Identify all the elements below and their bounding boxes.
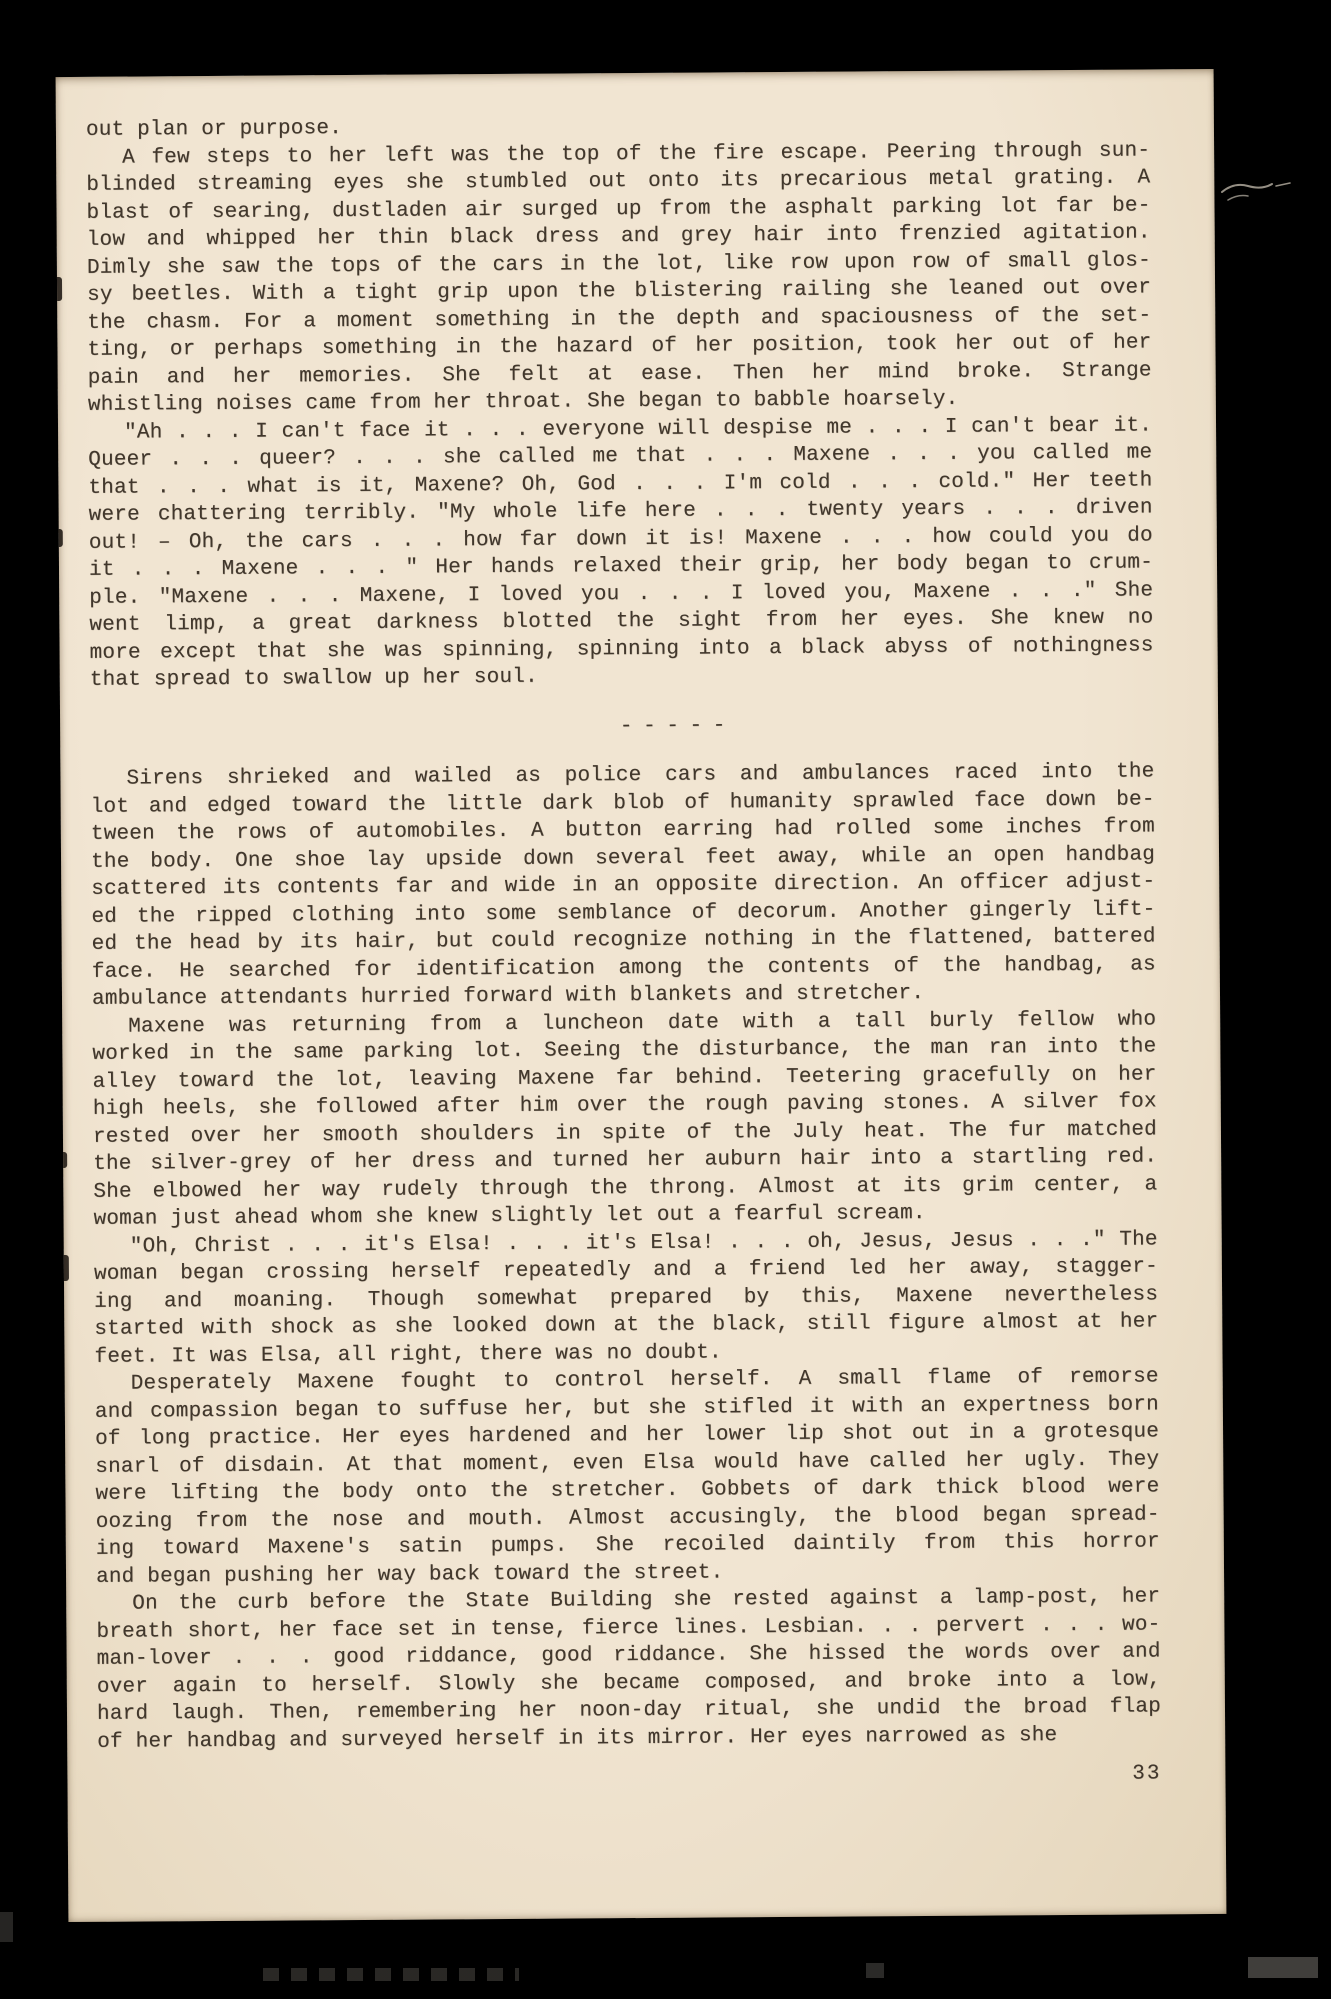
text-line: face. He searched for identification among the contents of the handbag, as	[91, 952, 1156, 984]
page-number: 33	[1132, 1762, 1162, 1786]
text-line: Sirens shrieked and wailed as police cars and ambulances raced into the	[126, 760, 1155, 791]
text-line: ting, or perhaps something in the hazard of her position, took her out of her	[87, 331, 1152, 362]
text-line: high heels, she followed after him over the rough paving stones. A silver fox	[92, 1090, 1157, 1121]
text-line: the body. One shoe lay upside down several feet away, while an open handbag	[90, 842, 1156, 874]
text-line: On the curb before the State Building she rested against a lamp-post, her	[132, 1585, 1161, 1616]
text-line: whistling noises came from her throat. She began to babble hoarsely.	[87, 387, 959, 417]
text-line: out! – Oh, the cars . . . how far down it is! Maxene . . . how could you do	[88, 523, 1153, 555]
text-line: ing toward Maxene's satin pumps. She recoiled daintily from this horror	[95, 1530, 1160, 1561]
page-text	[86, 69, 1162, 1755]
text-line: ambulance attendants hurried forward with blankets and stretcher.	[91, 982, 925, 1011]
text-line: it . . . Maxene . . . " Her hands relaxed their grip, her body began to crum-	[88, 551, 1154, 582]
text-line: of her handbag and surveyed herself in its mirror. Her eyes narrowed as she	[97, 1723, 1058, 1754]
text-line: A few steps to her left was the top of the fire escape. Peering through sun-	[122, 138, 1151, 170]
text-line: ed the head by its hair, but could recognize nothing in the flattened, battered	[91, 925, 1156, 956]
text-line: woman began crossing herself repeatedly and a friend led her away, stagger-	[93, 1255, 1158, 1286]
text-line: "Ah . . . I can't face it . . . everyone will despise me . . . I can't bear it.	[123, 413, 1153, 445]
text-line: over again to herself. Slowly she became composed, and broke into a low,	[96, 1667, 1161, 1699]
text-line: that spread to swallow up her soul.	[89, 665, 538, 692]
text-line: scattered its contents far and wide in an opposite direction. An officer adjust-	[91, 870, 1156, 901]
text-line: worked in the same parking lot. Seeing the disturbance, the man ran into the	[92, 1035, 1157, 1066]
text-line: and compassion began to suffuse her, but she stifled it with an expertness born	[94, 1392, 1159, 1424]
text-line: ing and moaning. Though somewhat prepared by this, Maxene nevertheless	[94, 1282, 1159, 1314]
bleedthrough-text-artifact	[263, 1968, 519, 1981]
paragraph	[86, 137, 1152, 419]
text-line: woman just ahead whom she knew slightly let out a fearful scream.	[93, 1202, 926, 1231]
text-line: feet. It was Elsa, all right, there was no doubt.	[94, 1340, 722, 1369]
text-line: went limp, a great darkness blotted the sight from her eyes. She knew no	[89, 606, 1154, 637]
paragraph	[96, 1583, 1161, 1755]
folio-row	[97, 1760, 1161, 1795]
paragraph	[94, 1226, 1159, 1371]
bleedthrough-mark-artifact	[866, 1963, 884, 1978]
text-line: out plan or purpose.	[85, 117, 343, 142]
text-line: low and whipped her thin black dress and grey hair into frenzied agitation.	[86, 221, 1151, 252]
paragraph	[88, 412, 1154, 694]
text-line: of long practice. Her eyes hardened and her lower lip shot out in a grotesque	[95, 1420, 1160, 1451]
text-line: Maxene was returning from a luncheon date with a tall burly fellow who	[128, 1007, 1157, 1039]
text-line: were lifting the body onto the stretcher. Gobbets of dark thick blood were	[95, 1475, 1160, 1506]
text-line: lot and edged toward the little dark blob of humanity sprawled face down be-	[90, 787, 1155, 819]
text-line: breath short, her face set in tense, fierce lines. Lesbian. . . pervert . . . wo-	[96, 1612, 1161, 1644]
text-line: sy beetles. With a tight grip upon the blistering railing she leaned out over	[87, 276, 1152, 307]
edge-nick-artifact	[63, 1152, 67, 1168]
text-line: tween the rows of automobiles. A button earring had rolled some inches from	[90, 815, 1155, 846]
text-line: the silver-grey of her dress and turned her auburn hair into a startling red.	[93, 1145, 1158, 1176]
text-line: more except that she was spinning, spinning into a black abyss of nothingness	[89, 633, 1154, 665]
section-separator: - - - - -	[619, 713, 725, 738]
text-line: ple. "Maxene . . . Maxene, I loved you . . . I loved you, Maxene . . ." She	[89, 578, 1154, 610]
text-line: snarl of disdain. At that moment, even Elsa would have called her ugly. They	[95, 1447, 1160, 1479]
edge-nick-artifact	[57, 277, 62, 301]
text-line: alley toward the lot, leaving Maxene far behind. Teetering gracefully on her	[92, 1062, 1157, 1094]
text-line: man-lover . . . good riddance, good riddance. She hissed the words over and	[96, 1640, 1161, 1671]
text-line: started with shock as she looked down at the black, still figure almost at her	[94, 1310, 1159, 1341]
text-line: the chasm. For a moment something in the depth and spaciousness of the set-	[87, 303, 1152, 335]
text-line: blinded streaming eyes she stumbled out onto its precarious metal grating. A	[86, 166, 1151, 197]
edge-nick-artifact	[64, 1255, 69, 1281]
edge-nick-artifact	[59, 529, 63, 547]
text-line: ed the ripped clothing into some semblance of decorum. Another gingerly lift-	[91, 897, 1156, 929]
text-line: She elbowed her way rudely through the throng. Almost at its grim center, a	[93, 1172, 1158, 1204]
text-line: oozing from the nose and mouth. Almost accusingly, the blood began spread-	[95, 1502, 1160, 1534]
bleedthrough-block-artifact	[1248, 1957, 1318, 1978]
text-line: rested over her smooth shoulders in spite of the July heat. The fur matched	[92, 1117, 1158, 1149]
pen-mark-artifact	[1218, 170, 1304, 214]
text-line: that . . . what is it, Maxene? Oh, God . . . I'm cold . . . cold." Her teeth	[88, 468, 1153, 500]
corner-sliver-artifact	[0, 1912, 13, 1942]
paragraph	[92, 1006, 1158, 1233]
text-line: Dimly she saw the tops of the cars in the lot, like row upon row of small glos-	[86, 248, 1151, 280]
text-line: Desperately Maxene fought to control herself. A small flame of remorse	[130, 1365, 1159, 1396]
text-line: Queer . . . queer? . . . she called me that . . . Maxene . . . you called me	[88, 441, 1153, 472]
text-line: pain and her memories. She felt at ease. Then her mind broke. Strange	[87, 358, 1152, 390]
text-line: and began pushing her way back toward the street.	[95, 1560, 724, 1589]
text-line: were chattering terribly. "My whole life here . . . twenty years . . . driven	[88, 496, 1153, 527]
text-line: blast of searing, dustladen air surged up from the asphalt parking lot far be-	[86, 193, 1151, 225]
scanned-page	[56, 69, 1227, 1922]
paragraph	[90, 758, 1156, 1013]
text-line: hard laugh. Then, remembering her noon-day ritual, she undid the broad flap	[96, 1695, 1162, 1726]
paragraph	[95, 1363, 1161, 1590]
text-line: "Oh, Christ . . . it's Elsa! . . . it's Elsa! . . . oh, Jesus, Jesus . . ." The	[129, 1227, 1158, 1259]
